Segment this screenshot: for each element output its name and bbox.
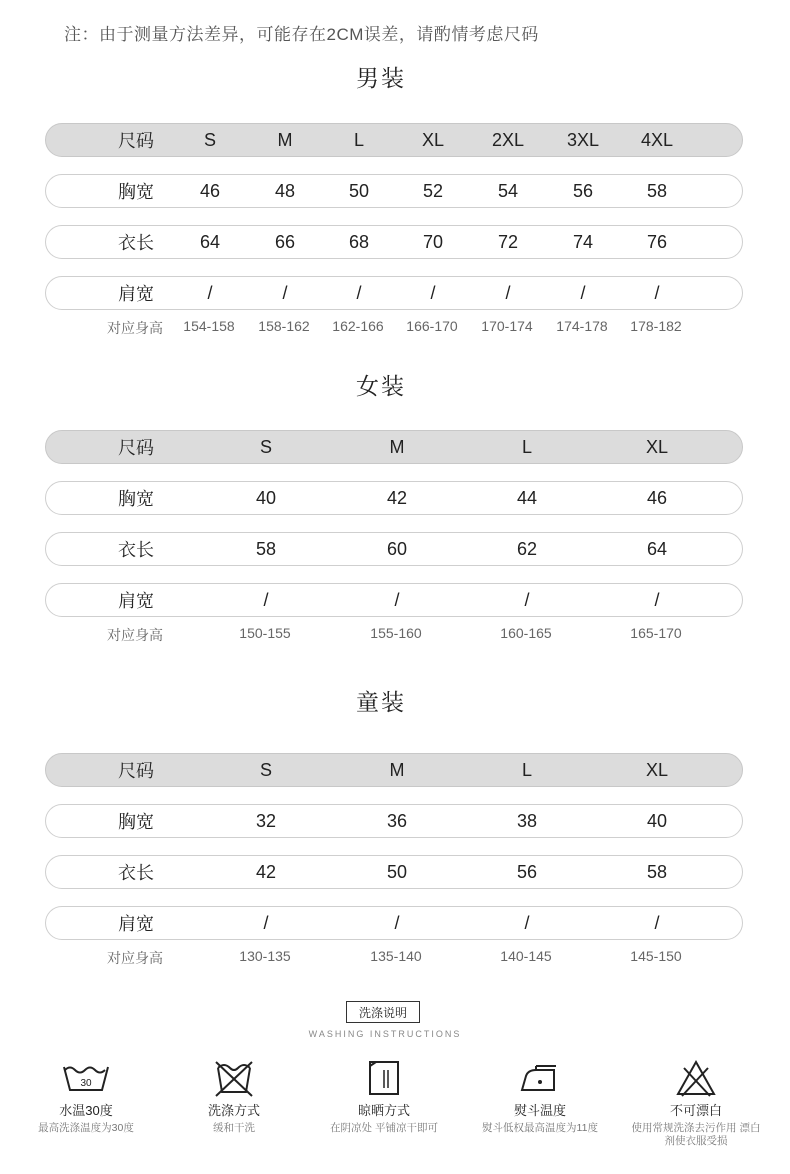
table-cell: 42 xyxy=(255,861,277,882)
table-cell: / xyxy=(263,912,269,933)
care-title: 熨斗温度 xyxy=(513,1103,566,1118)
table-cell: 50 xyxy=(386,861,408,882)
table-cell: 42 xyxy=(386,487,408,508)
table-cell: L xyxy=(521,759,533,780)
table-cell: 158-162 xyxy=(258,318,310,334)
row-label: 胸宽 xyxy=(118,182,154,202)
table-cell: 66 xyxy=(274,231,296,252)
row-label: 对应身高 xyxy=(107,950,163,966)
table-cell: 44 xyxy=(516,487,538,508)
table-cell: 2XL xyxy=(491,129,525,150)
table-cell: S xyxy=(203,129,217,150)
row-label: 尺码 xyxy=(118,761,154,781)
size-note: 注：由于测量方法差异，可能存在2CM误差，请酌情考虑尺码 xyxy=(64,25,539,44)
row-length xyxy=(45,225,743,259)
table-cell: 130-135 xyxy=(239,948,291,964)
care-desc: 最高洗涤温度为30度 xyxy=(38,1122,134,1134)
table-cell: 140-145 xyxy=(500,948,552,964)
care-desc: 使用常规洗涤去污作用 漂白剂使衣服受损 xyxy=(631,1122,761,1147)
table-cell: 70 xyxy=(422,231,444,252)
row-label: 肩宽 xyxy=(118,591,154,611)
row-height-range xyxy=(45,318,743,338)
table-cell: 170-174 xyxy=(481,318,533,334)
table-cell: 46 xyxy=(199,180,221,201)
table-cell: 174-178 xyxy=(556,318,608,334)
table-cell: M xyxy=(277,129,293,150)
table-cell: 48 xyxy=(274,180,296,201)
dry-flat-shade-icon xyxy=(364,1058,404,1098)
table-cell: 154-158 xyxy=(183,318,235,334)
row-label: 尺码 xyxy=(118,438,154,458)
table-cell: / xyxy=(580,282,586,303)
table-cell: / xyxy=(207,282,213,303)
table-cell: / xyxy=(282,282,288,303)
table-cell: 145-150 xyxy=(630,948,682,964)
table-cell: 166-170 xyxy=(406,318,458,334)
table-cell: 4XL xyxy=(640,129,674,150)
table-cell: 72 xyxy=(497,231,519,252)
table-cell: 32 xyxy=(255,810,277,831)
table-cell: L xyxy=(353,129,365,150)
washing-subtitle: WASHING INSTRUCTIONS xyxy=(308,1029,462,1039)
row-label: 尺码 xyxy=(118,131,154,151)
table-cell: 52 xyxy=(422,180,444,201)
wash-temp-number: 30 xyxy=(80,1078,92,1089)
table-cell: S xyxy=(259,436,273,457)
table-cell: / xyxy=(430,282,436,303)
table-cell: 178-182 xyxy=(630,318,682,334)
table-cell: / xyxy=(654,589,660,610)
row-height-range xyxy=(45,625,743,645)
row-label: 肩宽 xyxy=(118,284,154,304)
table-cell: 64 xyxy=(199,231,221,252)
table-cell: / xyxy=(356,282,362,303)
care-title: 不可漂白 xyxy=(669,1103,722,1118)
row-label: 对应身高 xyxy=(107,627,163,643)
wash-tub-30-icon xyxy=(61,1058,111,1098)
table-cell: 58 xyxy=(646,861,668,882)
table-cell: 74 xyxy=(572,231,594,252)
table-cell: XL xyxy=(645,759,669,780)
table-header-row xyxy=(45,123,743,157)
table-cell: M xyxy=(389,759,405,780)
table-cell: / xyxy=(505,282,511,303)
table-cell: / xyxy=(263,589,269,610)
care-desc: 缓和干洗 xyxy=(213,1122,255,1134)
table-cell: 150-155 xyxy=(239,625,291,641)
table-cell: 155-160 xyxy=(370,625,422,641)
table-cell: 58 xyxy=(646,180,668,201)
care-item-wash-method xyxy=(169,1058,299,1135)
table-cell: 38 xyxy=(516,810,538,831)
table-cell: 3XL xyxy=(566,129,600,150)
table-cell: / xyxy=(654,912,660,933)
row-label: 衣长 xyxy=(118,540,154,560)
table-cell: / xyxy=(394,589,400,610)
iron-low-icon xyxy=(518,1058,562,1098)
row-label: 胸宽 xyxy=(118,489,154,509)
table-cell: M xyxy=(389,436,405,457)
care-desc: 熨斗低权最高温度为11度 xyxy=(482,1122,598,1134)
table-cell: 68 xyxy=(348,231,370,252)
section-title-women: 女装 xyxy=(356,373,406,399)
table-cell: 50 xyxy=(348,180,370,201)
row-shoulder-width xyxy=(45,583,743,617)
table-cell: / xyxy=(654,282,660,303)
table-cell: 165-170 xyxy=(630,625,682,641)
table-cell: 162-166 xyxy=(332,318,384,334)
row-length xyxy=(45,855,743,889)
row-height-range xyxy=(45,948,743,968)
row-label: 对应身高 xyxy=(107,320,163,336)
table-cell: 56 xyxy=(516,861,538,882)
table-cell: / xyxy=(524,589,530,610)
table-cell: 36 xyxy=(386,810,408,831)
section-title-kids: 童装 xyxy=(356,689,406,715)
table-cell: 135-140 xyxy=(370,948,422,964)
section-title-men: 男装 xyxy=(356,65,406,91)
row-label: 胸宽 xyxy=(118,812,154,832)
table-cell: XL xyxy=(645,436,669,457)
care-item-drying xyxy=(319,1058,449,1135)
care-title: 洗涤方式 xyxy=(207,1103,260,1118)
no-wring-icon xyxy=(212,1058,256,1098)
table-cell: 46 xyxy=(646,487,668,508)
row-label: 衣长 xyxy=(118,233,154,253)
table-cell: 160-165 xyxy=(500,625,552,641)
row-shoulder-width xyxy=(45,276,743,310)
care-item-ironing xyxy=(475,1058,605,1135)
table-cell: 56 xyxy=(572,180,594,201)
care-item-bleach xyxy=(631,1058,761,1148)
row-chest-width xyxy=(45,174,743,208)
care-desc: 在阴凉处 平铺凉干即可 xyxy=(330,1122,438,1134)
table-cell: 40 xyxy=(646,810,668,831)
table-cell: 54 xyxy=(497,180,519,201)
table-cell: XL xyxy=(421,129,445,150)
table-cell: 60 xyxy=(386,538,408,559)
table-cell: S xyxy=(259,759,273,780)
row-length xyxy=(45,532,743,566)
row-label: 衣长 xyxy=(118,863,154,883)
care-item-water-temp xyxy=(21,1058,151,1135)
table-cell: / xyxy=(524,912,530,933)
row-chest-width xyxy=(45,481,743,515)
table-cell: / xyxy=(394,912,400,933)
table-cell: 64 xyxy=(646,538,668,559)
row-label: 肩宽 xyxy=(118,914,154,934)
row-chest-width xyxy=(45,804,743,838)
table-header-row xyxy=(45,430,743,464)
table-cell: L xyxy=(521,436,533,457)
table-cell: 62 xyxy=(516,538,538,559)
care-title: 晾晒方式 xyxy=(357,1103,410,1118)
table-cell: 58 xyxy=(255,538,277,559)
table-header-row xyxy=(45,753,743,787)
no-bleach-icon xyxy=(674,1058,718,1098)
care-title: 水温30度 xyxy=(59,1103,113,1118)
table-cell: 40 xyxy=(255,487,277,508)
washing-label: 洗涤说明 xyxy=(346,1001,420,1023)
table-cell: 76 xyxy=(646,231,668,252)
row-shoulder-width xyxy=(45,906,743,940)
